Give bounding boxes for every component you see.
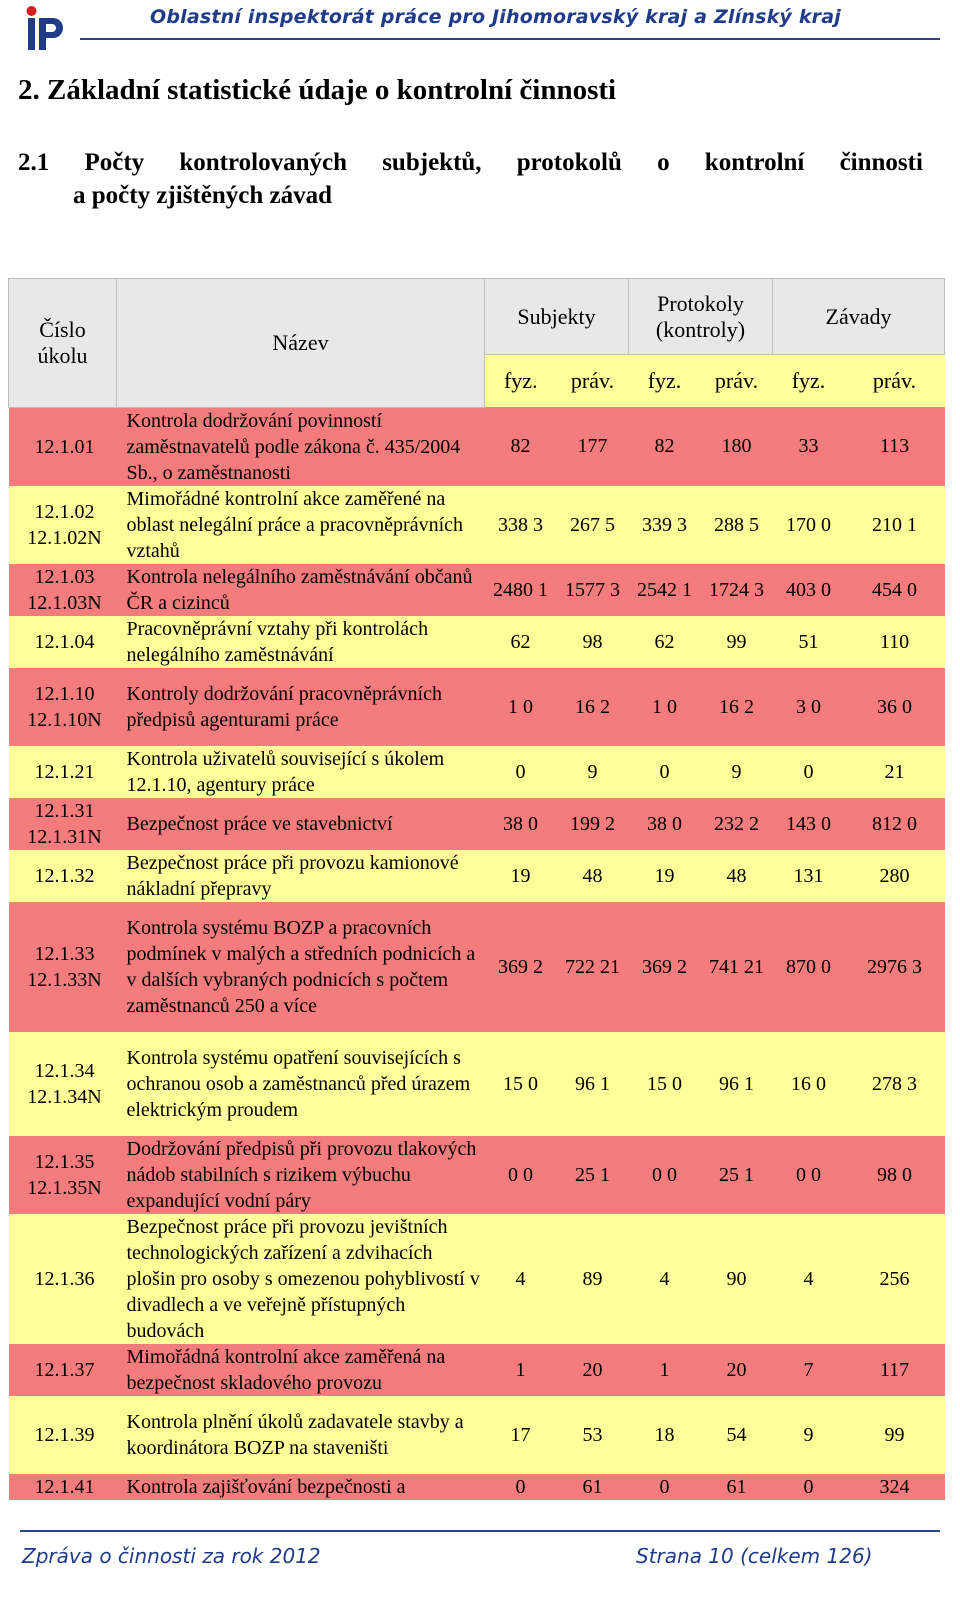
value-cell-protocols-fyz: 369 2	[629, 902, 701, 1032]
value-cell-protocols-prav: 9	[701, 746, 773, 798]
value-cell-subjects-prav: 98	[557, 616, 629, 668]
subsection-word: protokolů	[516, 149, 622, 176]
task-code-cell: 12.1.39	[9, 1396, 117, 1474]
value-cell-protocols-prav: 61	[701, 1474, 773, 1500]
value-cell-defects-fyz: 51	[773, 616, 845, 668]
value-cell-subjects-fyz: 369 2	[485, 902, 557, 1032]
task-name-cell: Kontrola nelegálního zaměstnávání občanů ČR a cizinců	[117, 564, 485, 616]
value-cell-protocols-fyz: 15 0	[629, 1032, 701, 1136]
value-cell-subjects-fyz: 0	[485, 1474, 557, 1500]
subheader-defects-prav: práv.	[845, 355, 945, 408]
value-cell-protocols-prav: 20	[701, 1344, 773, 1396]
subheader-subjects-prav: práv.	[557, 355, 629, 408]
task-name-cell: Kontrola plnění úkolů zadavatele stavby a koordinátora BOZP na staveništi	[117, 1396, 485, 1474]
value-cell-subjects-prav: 16 2	[557, 668, 629, 746]
value-cell-protocols-fyz: 1	[629, 1344, 701, 1396]
inspection-statistics-table	[8, 278, 945, 1500]
value-cell-defects-prav: 454 0	[845, 564, 945, 616]
value-cell-subjects-fyz: 15 0	[485, 1032, 557, 1136]
table-row	[9, 902, 945, 1032]
task-name-cell: Pracovněprávní vztahy při kontrolách nelegálního zaměstnávání	[117, 616, 485, 668]
task-code-cell: 12.1.32	[9, 850, 117, 902]
value-cell-protocols-fyz: 0 0	[629, 1136, 701, 1214]
subsection-word: kontrolovaných	[179, 149, 347, 176]
table-row	[9, 1032, 945, 1136]
subsection-word: činnosti	[839, 149, 923, 176]
table-row	[9, 1136, 945, 1214]
task-name-cell: Kontrola uživatelů související s úkolem 12.1.10, agentury práce	[117, 746, 485, 798]
value-cell-defects-prav: 812 0	[845, 798, 945, 850]
value-cell-protocols-fyz: 0	[629, 746, 701, 798]
task-name-cell: Kontrola dodržování povinností zaměstnavatelů podle zákona č. 435/2004 Sb., o zaměstnanosti	[117, 407, 485, 486]
value-cell-protocols-fyz: 38 0	[629, 798, 701, 850]
table-row	[9, 1344, 945, 1396]
subsection-word: kontrolní	[704, 149, 805, 176]
task-name-cell: Kontrola systému opatření souvisejících s ochranou osob a zaměstnanců před úrazem elektrickým proudem	[117, 1032, 485, 1136]
task-name-cell: Dodržování předpisů při provozu tlakových nádob stabilních s rizikem výbuchu expandující vodní páry	[117, 1136, 485, 1214]
task-name-cell: Kontrola zajišťování bezpečnosti a	[117, 1474, 485, 1500]
task-name-cell: Bezpečnost práce při provozu jevištních technologických zařízení a zdvihacích plošin pro osoby s omezenou pohyblivostí v divadlech a ve veřejně přístupných budovách	[117, 1214, 485, 1344]
value-cell-subjects-prav: 48	[557, 850, 629, 902]
task-code-cell: 12.1.34 12.1.34N	[9, 1032, 117, 1136]
value-cell-defects-prav: 324	[845, 1474, 945, 1500]
value-cell-subjects-fyz: 0 0	[485, 1136, 557, 1214]
table-row	[9, 407, 945, 486]
value-cell-defects-prav: 256	[845, 1214, 945, 1344]
task-code-cell: 12.1.04	[9, 616, 117, 668]
task-code-cell: 12.1.33 12.1.33N	[9, 902, 117, 1032]
value-cell-defects-fyz: 131	[773, 850, 845, 902]
value-cell-subjects-fyz: 38 0	[485, 798, 557, 850]
table-row	[9, 798, 945, 850]
subheader-protocols-fyz: fyz.	[629, 355, 701, 408]
value-cell-protocols-prav: 99	[701, 616, 773, 668]
table-row	[9, 1396, 945, 1474]
value-cell-protocols-prav: 25 1	[701, 1136, 773, 1214]
value-cell-subjects-prav: 9	[557, 746, 629, 798]
column-header-protocols: Protokoly (kontroly)	[629, 279, 773, 355]
task-code-cell: 12.1.01	[9, 407, 117, 486]
value-cell-subjects-fyz: 338 3	[485, 486, 557, 564]
footer-divider	[20, 1530, 940, 1532]
subsection-heading-line2: a počty zjištěných závad	[73, 182, 332, 209]
value-cell-protocols-fyz: 0	[629, 1474, 701, 1500]
value-cell-defects-fyz: 0	[773, 746, 845, 798]
value-cell-defects-fyz: 7	[773, 1344, 845, 1396]
value-cell-protocols-fyz: 339 3	[629, 486, 701, 564]
task-code-cell: 12.1.10 12.1.10N	[9, 668, 117, 746]
task-name-cell: Bezpečnost práce při provozu kamionové nákladní přepravy	[117, 850, 485, 902]
value-cell-defects-fyz: 9	[773, 1396, 845, 1474]
value-cell-subjects-prav: 722 21	[557, 902, 629, 1032]
subsection-word: o	[657, 149, 670, 176]
header-divider	[80, 38, 940, 40]
value-cell-protocols-prav: 232 2	[701, 798, 773, 850]
value-cell-defects-prav: 110	[845, 616, 945, 668]
task-name-cell: Mimořádná kontrolní akce zaměřená na bezpečnost skladového provozu	[117, 1344, 485, 1396]
subheader-defects-fyz: fyz.	[773, 355, 845, 408]
task-code-cell: 12.1.02 12.1.02N	[9, 486, 117, 564]
table-row	[9, 668, 945, 746]
value-cell-defects-fyz: 33	[773, 407, 845, 486]
subsection-word: subjektů,	[382, 149, 482, 176]
subheader-protocols-prav: práv.	[701, 355, 773, 408]
task-name-cell: Mimořádné kontrolní akce zaměřené na oblast nelegální práce a pracovněprávních vztahů	[117, 486, 485, 564]
value-cell-defects-fyz: 4	[773, 1214, 845, 1344]
value-cell-subjects-prav: 53	[557, 1396, 629, 1474]
value-cell-subjects-prav: 199 2	[557, 798, 629, 850]
value-cell-defects-prav: 36 0	[845, 668, 945, 746]
value-cell-defects-fyz: 143 0	[773, 798, 845, 850]
task-code-cell: 12.1.37	[9, 1344, 117, 1396]
column-header-code: Číslo úkolu	[9, 279, 117, 408]
value-cell-subjects-fyz: 82	[485, 407, 557, 486]
task-code-cell: 12.1.35 12.1.35N	[9, 1136, 117, 1214]
value-cell-subjects-prav: 25 1	[557, 1136, 629, 1214]
value-cell-subjects-fyz: 2480 1	[485, 564, 557, 616]
value-cell-protocols-prav: 741 21	[701, 902, 773, 1032]
value-cell-subjects-fyz: 0	[485, 746, 557, 798]
value-cell-subjects-prav: 177	[557, 407, 629, 486]
value-cell-defects-prav: 2976 3	[845, 902, 945, 1032]
value-cell-defects-fyz: 3 0	[773, 668, 845, 746]
column-header-subjects: Subjekty	[485, 279, 629, 355]
value-cell-protocols-fyz: 4	[629, 1214, 701, 1344]
value-cell-protocols-prav: 180	[701, 407, 773, 486]
task-code-cell: 12.1.03 12.1.03N	[9, 564, 117, 616]
inspectorate-logo-icon	[22, 4, 70, 54]
value-cell-protocols-fyz: 19	[629, 850, 701, 902]
value-cell-protocols-prav: 90	[701, 1214, 773, 1344]
section-heading: 2. Základní statistické údaje o kontrolní činnosti	[18, 74, 617, 106]
subsection-word: Počty	[84, 149, 145, 176]
value-cell-protocols-fyz: 1 0	[629, 668, 701, 746]
value-cell-defects-fyz: 0	[773, 1474, 845, 1500]
value-cell-defects-fyz: 16 0	[773, 1032, 845, 1136]
header-title: Oblastní inspektorát práce pro Jihomoravský kraj a Zlínský kraj	[150, 6, 841, 28]
table-row	[9, 564, 945, 616]
value-cell-subjects-fyz: 17	[485, 1396, 557, 1474]
value-cell-defects-fyz: 870 0	[773, 902, 845, 1032]
value-cell-protocols-prav: 54	[701, 1396, 773, 1474]
value-cell-subjects-fyz: 4	[485, 1214, 557, 1344]
task-code-cell: 12.1.21	[9, 746, 117, 798]
page-header	[0, 0, 960, 60]
value-cell-protocols-fyz: 82	[629, 407, 701, 486]
subsection-heading	[18, 146, 928, 212]
value-cell-defects-prav: 278 3	[845, 1032, 945, 1136]
value-cell-subjects-fyz: 19	[485, 850, 557, 902]
task-name-cell: Kontroly dodržování pracovněprávních předpisů agenturami práce	[117, 668, 485, 746]
task-code-cell: 12.1.36	[9, 1214, 117, 1344]
value-cell-subjects-prav: 96 1	[557, 1032, 629, 1136]
table-row	[9, 746, 945, 798]
subsection-heading-line1	[18, 146, 923, 179]
subheader-subjects-fyz: fyz.	[485, 355, 557, 408]
value-cell-protocols-fyz: 18	[629, 1396, 701, 1474]
value-cell-subjects-prav: 89	[557, 1214, 629, 1344]
value-cell-subjects-prav: 20	[557, 1344, 629, 1396]
value-cell-defects-prav: 98 0	[845, 1136, 945, 1214]
value-cell-defects-prav: 117	[845, 1344, 945, 1396]
value-cell-subjects-fyz: 1 0	[485, 668, 557, 746]
table-row	[9, 1214, 945, 1344]
value-cell-subjects-fyz: 62	[485, 616, 557, 668]
value-cell-protocols-prav: 1724 3	[701, 564, 773, 616]
value-cell-protocols-prav: 16 2	[701, 668, 773, 746]
table-row	[9, 850, 945, 902]
footer-report-title: Zpráva o činnosti za rok 2012	[22, 1544, 321, 1568]
value-cell-defects-fyz: 170 0	[773, 486, 845, 564]
column-header-name: Název	[117, 279, 485, 408]
task-code-cell: 12.1.31 12.1.31N	[9, 798, 117, 850]
value-cell-protocols-prav: 288 5	[701, 486, 773, 564]
subsection-number: 2.1	[18, 149, 50, 176]
value-cell-protocols-prav: 48	[701, 850, 773, 902]
task-name-cell: Kontrola systému BOZP a pracovních podmínek v malých a středních podnicích a v dalších vybraných podnicích s počtem zaměstnanců 250 a více	[117, 902, 485, 1032]
footer-page-number: Strana 10 (celkem 126)	[636, 1544, 873, 1568]
value-cell-subjects-prav: 61	[557, 1474, 629, 1500]
value-cell-subjects-prav: 1577 3	[557, 564, 629, 616]
table-row	[9, 616, 945, 668]
task-name-cell: Bezpečnost práce ve stavebnictví	[117, 798, 485, 850]
value-cell-subjects-prav: 267 5	[557, 486, 629, 564]
value-cell-defects-prav: 113	[845, 407, 945, 486]
value-cell-defects-prav: 280	[845, 850, 945, 902]
value-cell-subjects-fyz: 1	[485, 1344, 557, 1396]
value-cell-protocols-prav: 96 1	[701, 1032, 773, 1136]
value-cell-protocols-fyz: 2542 1	[629, 564, 701, 616]
table-row	[9, 1474, 945, 1500]
table-row	[9, 486, 945, 564]
value-cell-defects-fyz: 0 0	[773, 1136, 845, 1214]
value-cell-defects-prav: 21	[845, 746, 945, 798]
task-code-cell: 12.1.41	[9, 1474, 117, 1500]
value-cell-defects-fyz: 403 0	[773, 564, 845, 616]
table-body	[9, 407, 945, 1500]
value-cell-defects-prav: 99	[845, 1396, 945, 1474]
value-cell-protocols-fyz: 62	[629, 616, 701, 668]
column-header-defects: Závady	[773, 279, 945, 355]
value-cell-defects-prav: 210 1	[845, 486, 945, 564]
